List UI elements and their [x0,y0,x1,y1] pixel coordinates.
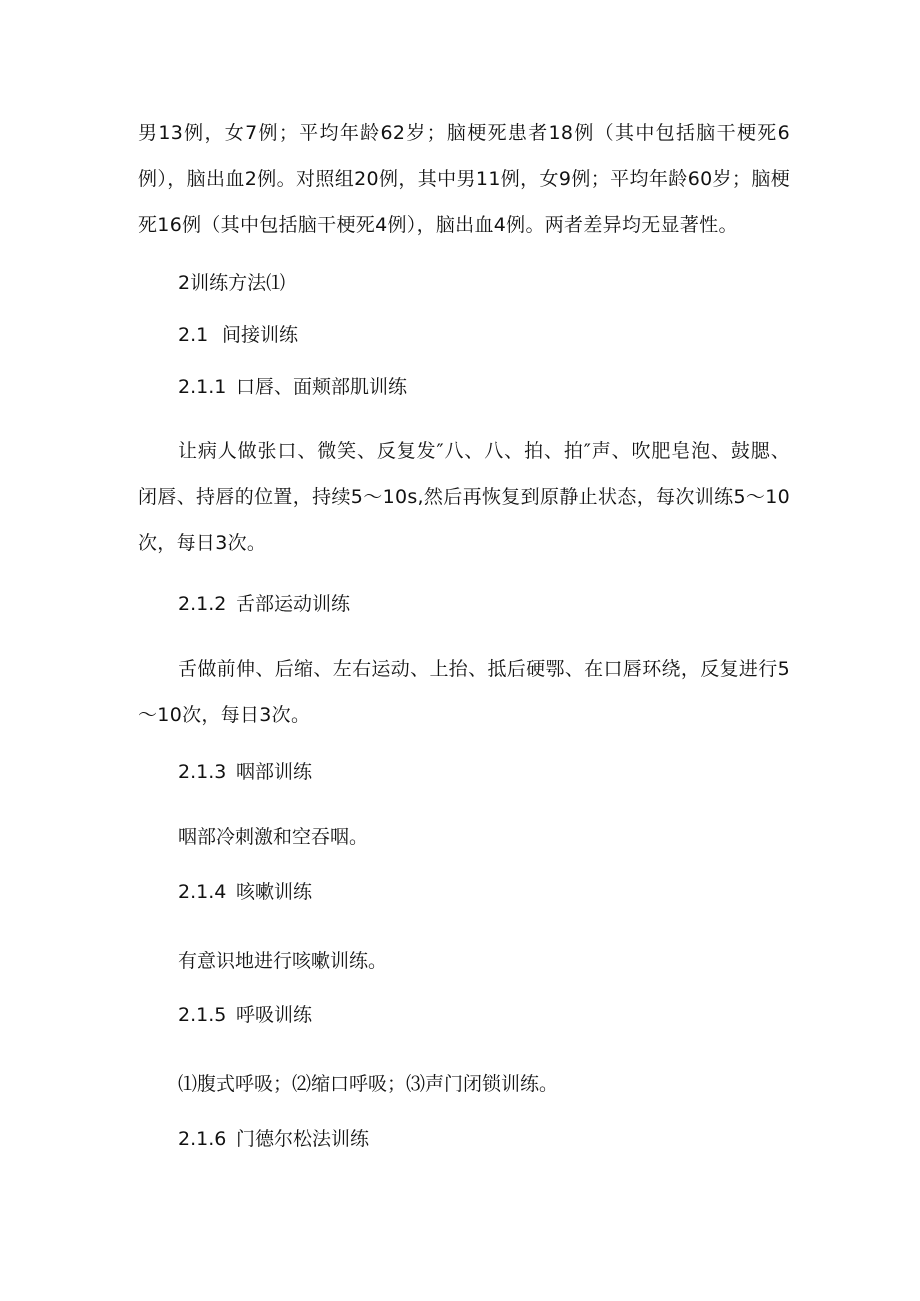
section-number: 2.1.3 [178,761,227,783]
section-number: 2.1.6 [178,1128,227,1150]
section-title: 间接训练 [222,324,299,346]
section-title: 舌部运动训练 [236,593,351,615]
section-heading-2-1-1 [178,374,407,400]
paragraph-2-1-2: 舌做前伸、后缩、左右运动、上抬、抵后硬鄂、在口唇环绕，反复进行5～10次，每日3次。 [138,658,790,726]
section-number: 2.1 [178,324,209,346]
section-number: 2.1.2 [178,593,227,615]
section-number: 2.1.1 [178,376,227,398]
section-number: 2.1.5 [178,1004,227,1026]
section-heading-2-1-2 [178,591,350,617]
section-heading-2-1-3 [178,759,312,785]
section-heading-2-1 [178,322,298,348]
paragraph-2-1-1: 让病人做张口、微笑、反复发″八、八、拍、拍″声、吹肥皂泡、鼓腮、闭唇、持唇的位置，持续5～10s,然后再恢复到原静止状态，每次训练5～10次，每日3次。 [138,440,790,554]
section-number: 2.1.4 [178,881,227,903]
paragraph-2-1-3: 咽部冷刺激和空吞咽。 [178,826,369,848]
paragraph-2-1-5: ⑴腹式呼吸；⑵缩口呼吸；⑶声门闭锁训练。 [178,1073,559,1095]
section-heading-2-1-4 [178,879,312,905]
section-title: 咳嗽训练 [236,881,313,903]
intro-paragraph: 男13例，女7例；平均年龄62岁；脑梗死患者18例（其中包括脑干梗死6例），脑出血2例。对照组20例，其中男11例，女9例；平均年龄60岁；脑梗死16例（其中包括脑干梗死4例），脑出血4例。两者差异均无显著性。 [138,122,790,236]
section-heading-2-1-6 [178,1126,369,1152]
section-title: 口唇、面颊部肌训练 [236,376,408,398]
paragraph-2-1-4: 有意识地进行咳嗽训练。 [178,950,388,972]
section-title: 呼吸训练 [236,1004,313,1026]
section-heading-2: 2训练方法⑴ [178,272,286,294]
section-heading-2-1-5 [178,1002,312,1028]
section-title: 门德尔松法训练 [236,1128,370,1150]
section-title: 咽部训练 [236,761,313,783]
